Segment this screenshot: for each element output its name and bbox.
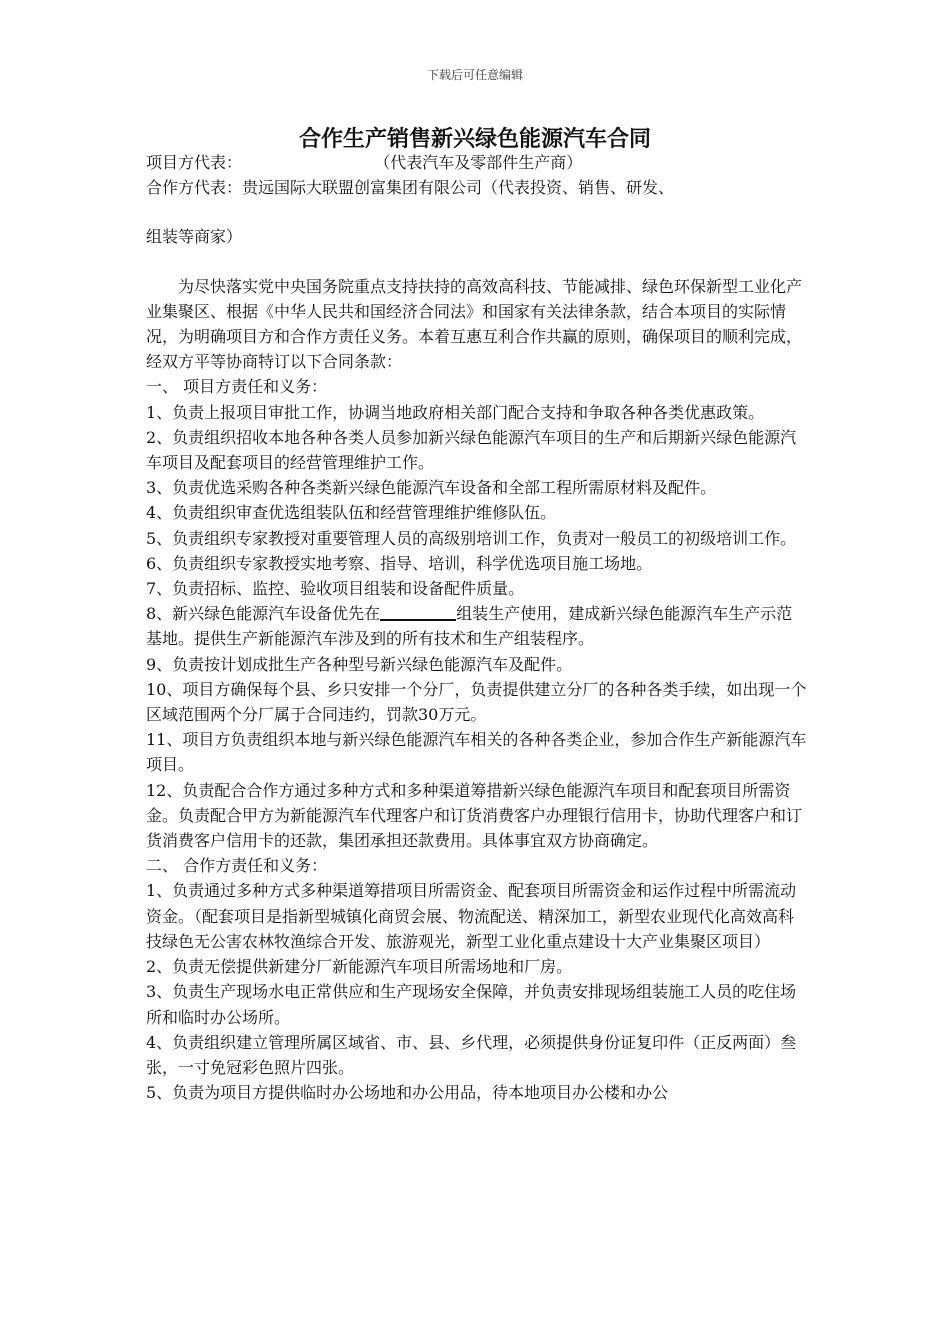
preamble: 为尽快落实党中央国务院重点支持扶持的高效高科技、节能减排、绿色环保新型工业化产业集聚区、根据《中华人民共和国经济合同法》和国家有关法律条款，结合本项目的实际情况，为明确项目方和合作方责任义务。本着互惠互利合作共赢的原则，确保项目的顺利完成，经双方平等协商特订以下合同条款： (146, 276, 803, 372)
contract-body (146, 150, 808, 1105)
party-b-line-2: 组装等商家） (146, 227, 243, 247)
section-1-item: 10、项目方确保每个县、乡只安排一个分厂，负责提供建立分厂的各种各类手续，如出现一个区域范围两个分厂属于合同违约，罚款30万元。 (146, 679, 807, 725)
section-1-item: 12、负责配合合作方通过多种方式和多种渠道筹措新兴绿色能源汽车项目和配套项目所需资金。负责配合甲方为新能源汽车代理客户和订货消费客户办理银行信用卡，协助代理客户和订货消费客户信用卡的还款，集团承担还款费用。具体事宜双方协商确定。 (146, 780, 803, 851)
party-a-label: 项目方代表： (146, 153, 243, 172)
section-2-item: 3、负责生产现场水电正常供应和生产现场安全保障，并负责安排现场组装施工人员的吃住场所和临时办公场所。 (146, 982, 797, 1027)
fill-in-blank (380, 601, 456, 621)
section-1-item: 11、项目方负责组织本地与新兴绿色能源汽车相关的各种各类企业，参加合作生产新能源汽车项目。 (146, 730, 807, 775)
party-b-line (146, 175, 808, 200)
header-note: 下载后可任意编辑 (426, 68, 523, 82)
section-2-item: 4、负责组织建立管理所属区域省、市、县、乡代理，必须提供身份证复印件（正反两面）叁张，一寸免冠彩色照片四张。 (146, 1032, 797, 1077)
section-1-item: 1、负责上报项目审批工作，协调当地政府相关部门配合支持和争取各种各类优惠政策。 (146, 402, 765, 422)
section-1-item: 3、负责优选采购各种各类新兴绿色能源汽车设备和全部工程所需原材料及配件。 (146, 478, 717, 498)
section-1-item: 9、负责按计划成批生产各种型号新兴绿色能源汽车及配件。 (146, 654, 573, 674)
section-2-heading: 二、 合作方责任和义务： (146, 856, 328, 876)
party-a-line (146, 150, 808, 175)
section-2-item: 5、负责为项目方提供临时办公场地和办公用品，待本地项目办公楼和办公 (146, 1083, 669, 1103)
section-1-item: 4、负责组织审查优选组装队伍和经营管理维护维修队伍。 (146, 503, 557, 523)
section-1-item: 2、负责组织招收本地各种各类人员参加新兴绿色能源汽车项目的生产和后期新兴绿色能源汽车项目及配套项目的经营管理维护工作。 (146, 427, 797, 473)
section-2-item: 1、负责通过多种方式多种渠道筹措项目所需资金、配套项目所需资金和运作过程中所需流动资金。（配套项目是指新型城镇化商贸会展、物流配送、精深加工，新型农业现代化高效高科技绿色无公害农林牧渔综合开发、旅游观光，新型工业化重点建设十大产业集聚区项目） (146, 881, 797, 951)
section-1-item: 5、负责组织专家教授对重要管理人员的高级别培训工作，负责对一般员工的初级培训工作。6、负责组织专家教授实地考察、指导、培训，科学优选项目施工场地。 (146, 528, 797, 573)
page-title: 合作生产销售新兴绿色能源汽车合同 (298, 126, 651, 152)
party-b-name: 贵远国际大联盟创富集团有限公司（代表投资、销售、研发、 (242, 178, 675, 198)
section-2-item: 2、负责无偿提供新建分厂新能源汽车项目所需场地和厂房。 (146, 957, 573, 977)
party-b-label: 合作方代表： (146, 178, 243, 198)
section-1-item: 7、负责招标、监控、验收项目组装和设备配件质量。 (146, 579, 525, 599)
party-a-note: （代表汽车及零部件生产商） (374, 153, 583, 172)
section-1-heading: 一、 项目方责任和义务： (146, 377, 328, 397)
section-1-item-8: 8、新兴绿色能源汽车设备优先在 组装生产使用，建成新兴绿色能源汽车生产示范基地。提供生产新能源汽车涉及到的所有技术和生产组装程序。 (146, 601, 808, 651)
